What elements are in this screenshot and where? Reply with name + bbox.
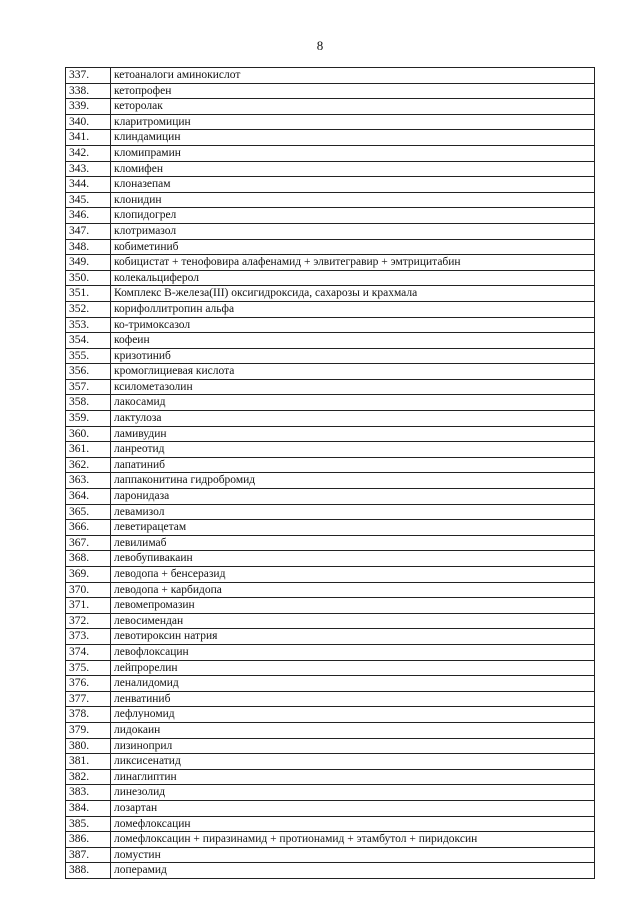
table-row bbox=[66, 551, 595, 567]
table-row bbox=[66, 68, 595, 84]
drug-name-cell: кобицистат + тенофовира алафенамид + элвитегравир + эмтрицитабин bbox=[111, 255, 595, 271]
row-number-cell: 348. bbox=[66, 239, 111, 255]
table-row bbox=[66, 676, 595, 692]
row-number-cell: 355. bbox=[66, 348, 111, 364]
row-number-cell: 338. bbox=[66, 83, 111, 99]
table-row bbox=[66, 99, 595, 115]
table-row bbox=[66, 785, 595, 801]
drug-name-cell: леводопа + бенсеразид bbox=[111, 567, 595, 583]
row-number-cell: 354. bbox=[66, 333, 111, 349]
table-row bbox=[66, 348, 595, 364]
drug-name-cell: линезолид bbox=[111, 785, 595, 801]
drug-list-body bbox=[66, 68, 595, 879]
row-number-cell: 367. bbox=[66, 535, 111, 551]
table-row bbox=[66, 192, 595, 208]
table-row bbox=[66, 442, 595, 458]
drug-name-cell: ларонидаза bbox=[111, 489, 595, 505]
row-number-cell: 373. bbox=[66, 629, 111, 645]
table-row bbox=[66, 223, 595, 239]
drug-name-cell: клопидогрел bbox=[111, 208, 595, 224]
row-number-cell: 374. bbox=[66, 644, 111, 660]
drug-name-cell: левилимаб bbox=[111, 535, 595, 551]
row-number-cell: 361. bbox=[66, 442, 111, 458]
drug-name-cell: кетоаналоги аминокислот bbox=[111, 68, 595, 84]
row-number-cell: 351. bbox=[66, 286, 111, 302]
drug-name-cell: колекальциферол bbox=[111, 270, 595, 286]
row-number-cell: 352. bbox=[66, 301, 111, 317]
table-row bbox=[66, 613, 595, 629]
table-row bbox=[66, 535, 595, 551]
table-row bbox=[66, 130, 595, 146]
table-row bbox=[66, 426, 595, 442]
table-row bbox=[66, 161, 595, 177]
drug-name-cell: ломефлоксацин bbox=[111, 816, 595, 832]
drug-name-cell: левамизол bbox=[111, 504, 595, 520]
drug-name-cell: кломипрамин bbox=[111, 145, 595, 161]
table-row bbox=[66, 863, 595, 879]
drug-name-cell: лейпрорелин bbox=[111, 660, 595, 676]
drug-name-cell: клоназепам bbox=[111, 177, 595, 193]
row-number-cell: 371. bbox=[66, 598, 111, 614]
table-row bbox=[66, 582, 595, 598]
row-number-cell: 384. bbox=[66, 800, 111, 816]
row-number-cell: 379. bbox=[66, 722, 111, 738]
row-number-cell: 375. bbox=[66, 660, 111, 676]
table-row bbox=[66, 707, 595, 723]
table-row bbox=[66, 114, 595, 130]
drug-name-cell: клиндамицин bbox=[111, 130, 595, 146]
row-number-cell: 356. bbox=[66, 364, 111, 380]
drug-name-cell: кромоглициевая кислота bbox=[111, 364, 595, 380]
drug-name-cell: ксилометазолин bbox=[111, 379, 595, 395]
table-row bbox=[66, 255, 595, 271]
row-number-cell: 362. bbox=[66, 457, 111, 473]
row-number-cell: 353. bbox=[66, 317, 111, 333]
table-row bbox=[66, 567, 595, 583]
table-row bbox=[66, 832, 595, 848]
drug-name-cell: лоперамид bbox=[111, 863, 595, 879]
row-number-cell: 383. bbox=[66, 785, 111, 801]
table-row bbox=[66, 177, 595, 193]
row-number-cell: 388. bbox=[66, 863, 111, 879]
row-number-cell: 344. bbox=[66, 177, 111, 193]
drug-name-cell: ликсисенатид bbox=[111, 754, 595, 770]
drug-name-cell: клонидин bbox=[111, 192, 595, 208]
table-row bbox=[66, 660, 595, 676]
drug-name-cell: ко-тримоксазол bbox=[111, 317, 595, 333]
table-row bbox=[66, 208, 595, 224]
table-row bbox=[66, 691, 595, 707]
drug-name-cell: левомепромазин bbox=[111, 598, 595, 614]
table-row bbox=[66, 395, 595, 411]
table-row bbox=[66, 722, 595, 738]
drug-list-table bbox=[65, 67, 595, 879]
table-row bbox=[66, 286, 595, 302]
drug-name-cell: ломустин bbox=[111, 847, 595, 863]
row-number-cell: 381. bbox=[66, 754, 111, 770]
table-row bbox=[66, 333, 595, 349]
row-number-cell: 341. bbox=[66, 130, 111, 146]
row-number-cell: 342. bbox=[66, 145, 111, 161]
table-row bbox=[66, 489, 595, 505]
row-number-cell: 343. bbox=[66, 161, 111, 177]
drug-name-cell: лидокаин bbox=[111, 722, 595, 738]
table-row bbox=[66, 457, 595, 473]
table-row bbox=[66, 738, 595, 754]
row-number-cell: 366. bbox=[66, 520, 111, 536]
row-number-cell: 346. bbox=[66, 208, 111, 224]
row-number-cell: 360. bbox=[66, 426, 111, 442]
drug-name-cell: левотироксин натрия bbox=[111, 629, 595, 645]
row-number-cell: 345. bbox=[66, 192, 111, 208]
row-number-cell: 337. bbox=[66, 68, 111, 84]
drug-name-cell: леводопа + карбидопа bbox=[111, 582, 595, 598]
drug-name-cell: ломефлоксацин + пиразинамид + протионамид + этамбутол + пиридоксин bbox=[111, 832, 595, 848]
row-number-cell: 377. bbox=[66, 691, 111, 707]
row-number-cell: 359. bbox=[66, 411, 111, 427]
table-row bbox=[66, 769, 595, 785]
table-row bbox=[66, 644, 595, 660]
drug-name-cell: левосимендан bbox=[111, 613, 595, 629]
row-number-cell: 380. bbox=[66, 738, 111, 754]
row-number-cell: 357. bbox=[66, 379, 111, 395]
drug-name-cell: кризотиниб bbox=[111, 348, 595, 364]
table-row bbox=[66, 270, 595, 286]
table-row bbox=[66, 847, 595, 863]
table-row bbox=[66, 379, 595, 395]
drug-name-cell: ленватиниб bbox=[111, 691, 595, 707]
table-row bbox=[66, 598, 595, 614]
table-row bbox=[66, 504, 595, 520]
page-number: 8 bbox=[316, 38, 324, 53]
row-number-cell: 349. bbox=[66, 255, 111, 271]
row-number-cell: 347. bbox=[66, 223, 111, 239]
table-row bbox=[66, 364, 595, 380]
drug-name-cell: лактулоза bbox=[111, 411, 595, 427]
drug-name-cell: кломифен bbox=[111, 161, 595, 177]
drug-name-cell: кеторолак bbox=[111, 99, 595, 115]
drug-name-cell: ламивудин bbox=[111, 426, 595, 442]
table-row bbox=[66, 473, 595, 489]
table-row bbox=[66, 301, 595, 317]
row-number-cell: 358. bbox=[66, 395, 111, 411]
drug-name-cell: кларитромицин bbox=[111, 114, 595, 130]
row-number-cell: 387. bbox=[66, 847, 111, 863]
table-row bbox=[66, 520, 595, 536]
drug-name-cell: лаппаконитина гидробромид bbox=[111, 473, 595, 489]
drug-name-cell: корифоллитропин альфа bbox=[111, 301, 595, 317]
table-row bbox=[66, 816, 595, 832]
drug-name-cell: лефлуномид bbox=[111, 707, 595, 723]
row-number-cell: 370. bbox=[66, 582, 111, 598]
drug-name-cell: кобиметиниб bbox=[111, 239, 595, 255]
table-row bbox=[66, 83, 595, 99]
drug-name-cell: клотримазол bbox=[111, 223, 595, 239]
table-row bbox=[66, 800, 595, 816]
row-number-cell: 376. bbox=[66, 676, 111, 692]
row-number-cell: 378. bbox=[66, 707, 111, 723]
drug-name-cell: леветирацетам bbox=[111, 520, 595, 536]
row-number-cell: 369. bbox=[66, 567, 111, 583]
table-row bbox=[66, 411, 595, 427]
row-number-cell: 363. bbox=[66, 473, 111, 489]
row-number-cell: 365. bbox=[66, 504, 111, 520]
drug-name-cell: левофлоксацин bbox=[111, 644, 595, 660]
table-row bbox=[66, 317, 595, 333]
row-number-cell: 350. bbox=[66, 270, 111, 286]
drug-name-cell: линаглиптин bbox=[111, 769, 595, 785]
drug-name-cell: лапатиниб bbox=[111, 457, 595, 473]
row-number-cell: 364. bbox=[66, 489, 111, 505]
drug-name-cell: левобупивакаин bbox=[111, 551, 595, 567]
row-number-cell: 339. bbox=[66, 99, 111, 115]
drug-name-cell: Комплекс В-железа(III) оксигидроксида, сахарозы и крахмала bbox=[111, 286, 595, 302]
drug-name-cell: лакосамид bbox=[111, 395, 595, 411]
table-row bbox=[66, 239, 595, 255]
drug-name-cell: леналидомид bbox=[111, 676, 595, 692]
row-number-cell: 385. bbox=[66, 816, 111, 832]
row-number-cell: 386. bbox=[66, 832, 111, 848]
table-row bbox=[66, 629, 595, 645]
table-row bbox=[66, 754, 595, 770]
drug-name-cell: кофеин bbox=[111, 333, 595, 349]
row-number-cell: 340. bbox=[66, 114, 111, 130]
drug-name-cell: ланреотид bbox=[111, 442, 595, 458]
row-number-cell: 368. bbox=[66, 551, 111, 567]
drug-name-cell: лозартан bbox=[111, 800, 595, 816]
table-row bbox=[66, 145, 595, 161]
row-number-cell: 382. bbox=[66, 769, 111, 785]
row-number-cell: 372. bbox=[66, 613, 111, 629]
drug-name-cell: лизиноприл bbox=[111, 738, 595, 754]
drug-name-cell: кетопрофен bbox=[111, 83, 595, 99]
